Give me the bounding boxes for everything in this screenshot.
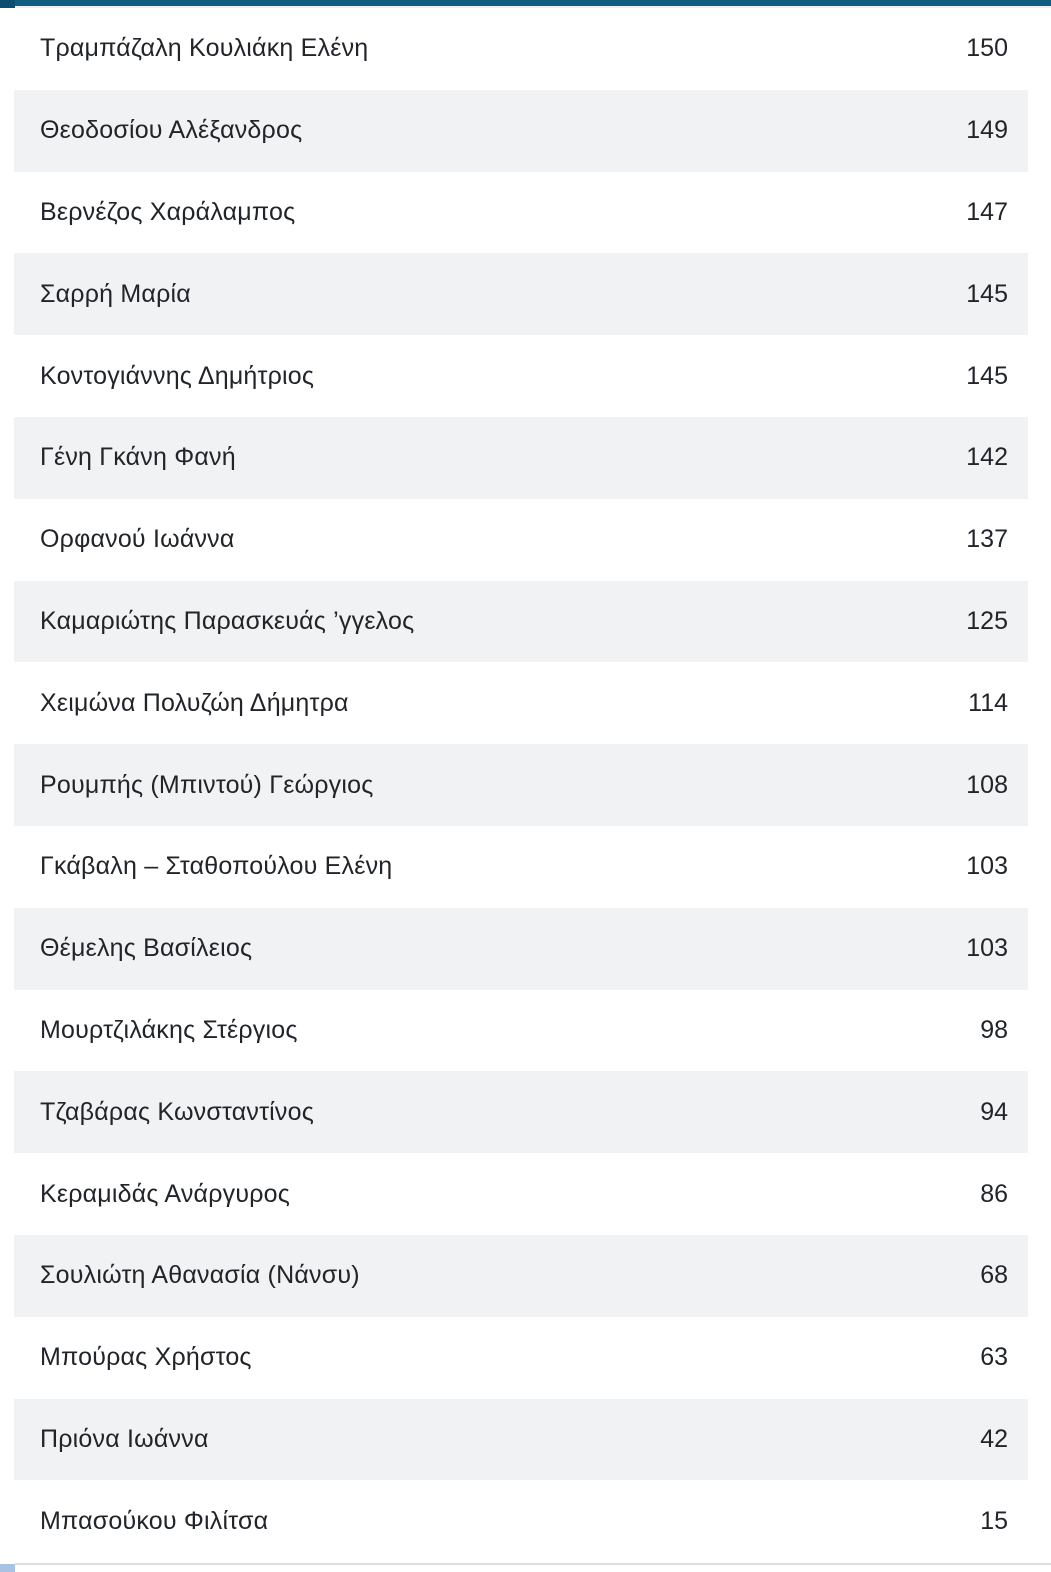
table-row xyxy=(14,8,1028,90)
table-row xyxy=(14,1480,1028,1562)
candidate-name: Μπασούκου Φιλίτσα xyxy=(40,1506,269,1535)
vote-count: 108 xyxy=(966,770,1008,799)
candidate-name: Κεραμιδάς Ανάργυρος xyxy=(40,1179,290,1208)
header-understrip xyxy=(15,6,1051,8)
horizontal-scrollbar[interactable] xyxy=(0,1562,1051,1572)
scrollbar-thumb[interactable] xyxy=(0,1564,15,1572)
table-row xyxy=(14,1153,1028,1235)
vote-count: 63 xyxy=(980,1343,1008,1372)
vote-count: 114 xyxy=(968,688,1008,717)
candidate-name: Μουρτζιλάκης Στέργιος xyxy=(40,1015,298,1044)
vote-count: 94 xyxy=(980,1097,1008,1126)
table-row xyxy=(14,499,1028,581)
table-row xyxy=(14,744,1028,826)
table-row xyxy=(14,1071,1028,1153)
scrollbar-track[interactable] xyxy=(15,1563,1051,1565)
candidate-name: Θεοδοσίου Αλέξανδρος xyxy=(40,116,303,145)
vote-count: 150 xyxy=(966,34,1008,63)
table-row xyxy=(14,172,1028,254)
candidate-name: Ρουμπής (Μπιντού) Γεώργιος xyxy=(40,770,374,799)
candidate-name: Πριόνα Ιωάννα xyxy=(40,1424,209,1453)
vote-count: 98 xyxy=(980,1015,1008,1044)
vote-count: 142 xyxy=(966,443,1008,472)
table-row xyxy=(14,581,1028,663)
vote-count: 125 xyxy=(966,606,1008,635)
table-row xyxy=(14,908,1028,990)
vote-count: 42 xyxy=(980,1424,1008,1453)
candidate-name: Γκάβαλη – Σταθοπούλου Ελένη xyxy=(40,852,393,881)
vote-count: 103 xyxy=(966,852,1008,881)
candidate-name: Κοντογιάννης Δημήτριος xyxy=(40,361,315,390)
candidate-name: Σουλιώτη Αθανασία (Νάνσυ) xyxy=(40,1261,360,1290)
candidate-results-list xyxy=(0,8,1051,1562)
candidate-name: Καμαριώτης Παρασκευάς ’γγελος xyxy=(40,606,415,635)
candidate-name: Χειμώνα Πολυζώη Δήμητρα xyxy=(40,688,349,717)
table-row xyxy=(14,1235,1028,1317)
candidate-name: Τραμπάζαλη Κουλιάκη Ελένη xyxy=(40,34,369,63)
header-corner xyxy=(0,0,15,8)
candidate-name: Ορφανού Ιωάννα xyxy=(40,525,235,554)
vote-count: 86 xyxy=(980,1179,1008,1208)
vote-count: 68 xyxy=(980,1261,1008,1290)
vote-count: 147 xyxy=(966,197,1008,226)
table-row xyxy=(14,335,1028,417)
vote-count: 145 xyxy=(966,361,1008,390)
vote-count: 15 xyxy=(980,1506,1008,1535)
table-row xyxy=(14,90,1028,172)
candidate-name: Θέμελης Βασίλειος xyxy=(40,934,253,963)
table-row xyxy=(14,253,1028,335)
table-row xyxy=(14,826,1028,908)
vote-count: 149 xyxy=(966,116,1008,145)
candidate-name: Γένη Γκάνη Φανή xyxy=(40,443,236,472)
candidate-name: Βερνέζος Χαράλαμπος xyxy=(40,197,296,226)
table-row xyxy=(14,662,1028,744)
candidate-name: Μπούρας Χρήστος xyxy=(40,1343,252,1372)
table-row xyxy=(14,1399,1028,1481)
table-row xyxy=(14,1317,1028,1399)
table-header-edge xyxy=(0,0,1051,8)
candidate-name: Σαρρή Μαρία xyxy=(40,279,191,308)
table-row xyxy=(14,990,1028,1072)
candidate-name: Τζαβάρας Κωνσταντίνος xyxy=(40,1097,314,1126)
vote-count: 137 xyxy=(966,525,1008,554)
vote-count: 145 xyxy=(966,279,1008,308)
vote-count: 103 xyxy=(966,934,1008,963)
table-row xyxy=(14,417,1028,499)
